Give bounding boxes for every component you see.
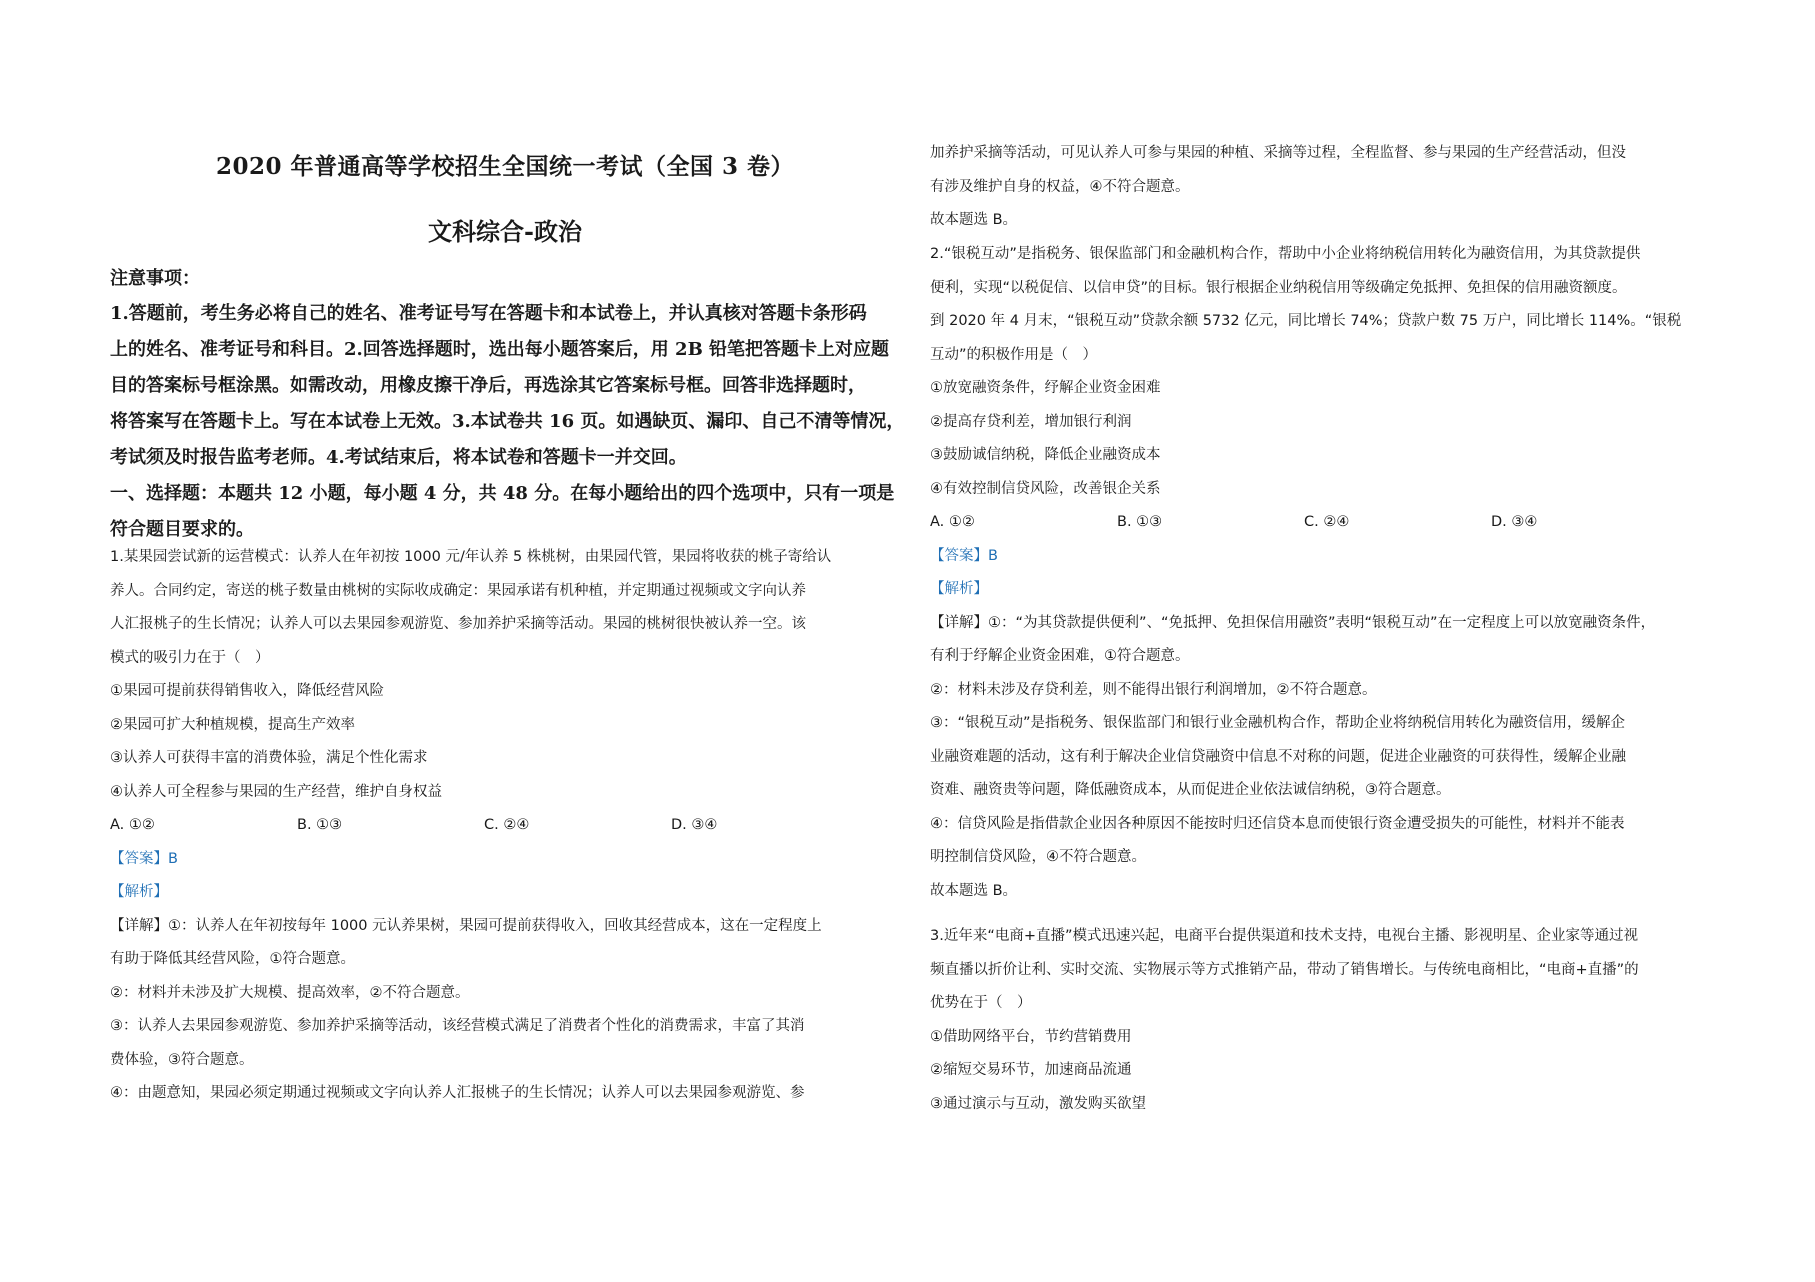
q2-detail-line: 有利于纾解企业资金困难，①符合题意。 xyxy=(930,648,1190,664)
q2-option-c: C. ②④ xyxy=(1304,514,1350,530)
q1-detail-continued xyxy=(930,137,1725,238)
notice-line: 1.答题前，考生务必将自己的姓名、准考证号写在答题卡和本试卷上，并认真核对答题卡条形码 xyxy=(110,303,867,324)
notice-line: 考试须及时报告监考老师。4.考试结束后，将本试卷和答题卡一并交回。 xyxy=(110,447,687,468)
q1-option-b: B. ①③ xyxy=(297,817,343,833)
q1-detail-line: 有助于降低其经营风险，①符合题意。 xyxy=(110,951,355,967)
q1-option-d: D. ③④ xyxy=(671,817,718,833)
q1-choice: ②果园可扩大种植规模，提高生产效率 xyxy=(110,716,355,733)
q3-choice: ③通过演示与互动，激发购买欲望 xyxy=(930,1095,1146,1112)
q1-choice: ④认养人可全程参与果园的生产经营，维护自身权益 xyxy=(110,783,442,800)
q2-choice: ②提高存贷利差，增加银行利润 xyxy=(930,413,1132,430)
q3-stem-line: 优势在于（ ） xyxy=(930,995,1032,1011)
notice-body xyxy=(110,296,905,476)
q2-analysis-label: 【解析】 xyxy=(930,581,988,597)
q2-choice: ①放宽融资条件，纾解企业资金困难 xyxy=(930,380,1161,396)
q2-stem-line: 到 2020 年 4 月末，“银税互动”贷款余额 5732 亿元，同比增长 74%；贷款户数 75 万户，同比增长 114%。“银税 xyxy=(930,313,1682,329)
q3-stem-line: 3.近年来“电商+直播”模式迅速兴起，电商平台提供渠道和技术支持，电视台主播、影视明星、企业家等通过视 xyxy=(930,928,1639,944)
q3-choice: ②缩短交易环节，加速商品流通 xyxy=(930,1062,1132,1078)
q2-detail-line: 资难、融资贵等问题，降低融资成本，从而促进企业依法诚信纳税，③符合题意。 xyxy=(930,782,1451,798)
notice-line: 将答案写在答题卡上。写在本试卷上无效。3.本试卷共 16 页。如遇缺页、漏印、自己不清等情况， xyxy=(110,411,905,432)
q2-detail-line: 【详解】①：“为其贷款提供便利”、“免抵押、免担保信用融资”表明“银税互动”在一定程度上可以放宽融资条件， xyxy=(930,614,1656,631)
q1-analysis-label: 【解析】 xyxy=(110,884,168,900)
question-2 xyxy=(930,238,1725,908)
q1-stem-line: 1.某果园尝试新的运营模式：认养人在年初按 1000 元/年认养 5 株桃树，由果园代管，果园将收获的桃子寄给认 xyxy=(110,549,832,565)
question-1 xyxy=(110,541,905,1111)
question-3 xyxy=(930,920,1725,1121)
q1-options xyxy=(110,809,905,843)
section-line: 一、选择题：本题共 12 小题，每小题 4 分，共 48 分。在每小题给出的四个选项中，只有一项是 xyxy=(110,483,895,504)
section-heading xyxy=(110,476,905,548)
q2-choice: ④有效控制信贷风险，改善银企关系 xyxy=(930,480,1161,497)
q1-choice: ③认养人可获得丰富的消费体验，满足个性化需求 xyxy=(110,750,428,766)
notice-line: 上的姓名、准考证号和科目。2.回答选择题时，选出每小题答案后，用 2B 铅笔把答题卡上对应题 xyxy=(110,339,890,360)
q1-detail-cont-line: 加养护采摘等活动，可见认养人可参与果园的种植、采摘等过程，全程监督、参与果园的生产经营活动，但没 xyxy=(930,145,1626,161)
q1-stem-line: 人汇报桃子的生长情况；认养人可以去果园参观游览、参加养护采摘等活动。果园的桃树很快被认养一空。该 xyxy=(110,616,806,632)
q2-stem-line: 互动”的积极作用是（ ） xyxy=(930,346,1098,363)
q1-conclusion: 故本题选 B。 xyxy=(930,212,1018,228)
page-title: 2020 年普通高等学校招生全国统一考试（全国 3 卷） xyxy=(215,153,795,180)
q1-detail-line: ③：认养人去果园参观游览、参加养护采摘等活动，该经营模式满足了消费者个性化的消费需求，丰富了其消 xyxy=(110,1018,805,1034)
q3-choice: ①借助网络平台，节约营销费用 xyxy=(930,1028,1132,1045)
q1-detail-line: 【详解】①：认养人在年初按每年 1000 元认养果树，果园可提前获得收入，回收其经营成本，这在一定程度上 xyxy=(110,917,822,934)
q2-detail-line: ②：材料未涉及存贷利差，则不能得出银行利润增加，②不符合题意。 xyxy=(930,681,1377,698)
q2-detail-line: 业融资难题的活动，这有利于解决企业信贷融资中信息不对称的问题，促进企业融资的可获得性，缓解企业融 xyxy=(930,748,1626,765)
q1-option-c: C. ②④ xyxy=(484,817,530,833)
q1-detail-line: ④：由题意知，果园必须定期通过视频或文字向认养人汇报桃子的生长情况；认养人可以去果园参观游览、参 xyxy=(110,1085,805,1101)
q1-detail-line: ②：材料并未涉及扩大规模、提高效率，②不符合题意。 xyxy=(110,984,470,1001)
notice-line: 目的答案标号框涂黑。如需改动，用橡皮擦干净后，再选涂其它答案标号框。回答非选择题时， xyxy=(110,375,866,396)
q1-answer: 【答案】B xyxy=(110,850,178,867)
q2-stem-line: 便利，实现“以税促信、以信申贷”的目标。银行根据企业纳税信用等级确定免抵押、免担保的信用融资额度。 xyxy=(930,279,1627,296)
q1-detail-line: 费体验，③符合题意。 xyxy=(110,1051,254,1068)
q2-detail-line: ③：“银税互动”是指税务、银保监部门和银行业金融机构合作，帮助企业将纳税信用转化为融资信用，缓解企 xyxy=(930,715,1626,731)
page-subtitle: 文科综合-政治 xyxy=(428,217,582,246)
q2-stem-line: 2.“银税互动”是指税务、银保监部门和金融机构合作，帮助中小企业将纳税信用转化为融资信用，为其贷款提供 xyxy=(930,246,1641,262)
q1-choice: ①果园可提前获得销售收入，降低经营风险 xyxy=(110,683,384,699)
q2-options xyxy=(930,506,1725,540)
q1-stem-line: 模式的吸引力在于（ ） xyxy=(110,649,270,666)
q2-detail-line: ④：信贷风险是指借款企业因各种原因不能按时归还信贷本息而使银行资金遭受损失的可能性，材料并不能表 xyxy=(930,815,1625,832)
q3-stem-line: 频直播以折价让利、实时交流、实物展示等方式推销产品，带动了销售增长。与传统电商相比，“电商+直播”的 xyxy=(930,961,1639,978)
q2-detail-line: 明控制信贷风险，④不符合题意。 xyxy=(930,849,1146,865)
q1-detail-cont-line: 有涉及维护自身的权益，④不符合题意。 xyxy=(930,178,1190,195)
q2-conclusion: 故本题选 B。 xyxy=(930,882,1018,899)
q2-answer: 【答案】B xyxy=(930,547,998,564)
notice-heading: 注意事项： xyxy=(110,268,200,289)
q2-choice: ③鼓励诚信纳税，降低企业融资成本 xyxy=(930,447,1161,463)
q1-stem-line: 养人。合同约定，寄送的桃子数量由桃树的实际收成确定：果园承诺有机种植，并定期通过视频或文字向认养 xyxy=(110,582,806,599)
q2-option-b: B. ①③ xyxy=(1117,514,1163,530)
section-line: 符合题目要求的。 xyxy=(110,519,254,540)
q2-option-d: D. ③④ xyxy=(1491,514,1538,530)
q1-option-a: A. ①② xyxy=(110,817,155,833)
q2-option-a: A. ①② xyxy=(930,514,975,530)
